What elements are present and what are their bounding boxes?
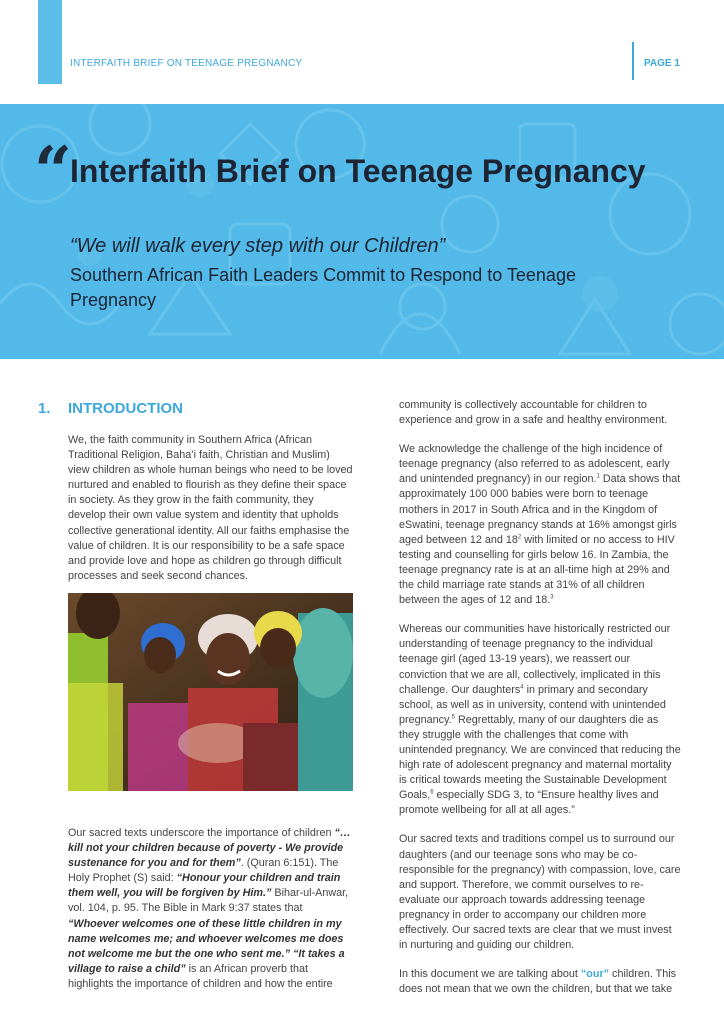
title-banner: [0, 104, 724, 359]
bible-quote: “Whoever welcomes one of these little children in my name welcomes me; and whoever welcomes me does not welcome me but the one who sent me.” “It takes a village to raise a child”: [68, 917, 345, 975]
right-column: [399, 398, 681, 1011]
section-number: 1.: [38, 400, 51, 417]
footnote-ref: 3: [550, 594, 554, 601]
footnote-ref: 1: [596, 473, 600, 480]
our-highlight: “our”: [580, 968, 610, 981]
text-segment: with limited or no access to HIV testing and counselling for girls below 16. In Zambia, the teenage pregnancy rate is at an all-time high at 29% and the child marriage rate stands at 31% of all children between the ages of 12 and 18.: [399, 533, 675, 607]
quote-mark-icon: “: [34, 132, 72, 210]
collective-responsibility-paragraph: [399, 622, 681, 818]
statistics-paragraph: [399, 442, 681, 608]
continuation-paragraph: community is collectively accountable for children to experience and grow in a safe and healthy environment.: [399, 399, 668, 427]
document-tagline: “We will walk every step with our Children”: [70, 235, 446, 257]
prophet-quote: “Honour your children and train them well, you will be forgiven by Him.”: [68, 872, 341, 900]
text-segment: is an African proverb that highlights the importance of children and how the entire: [68, 962, 333, 990]
section-title: INTRODUCTION: [68, 400, 183, 417]
text-segment: Data shows that approximately 100 000 babies were born to teenage mothers in 2017 in South Africa and in the Kingdom of eSwatini, teenage pregnancy stands at 16% amongst girls aged between 12 and 18: [399, 473, 681, 546]
text-segment: . (Quran 6:151). The Holy Prophet (S) said:: [68, 857, 339, 885]
text-segment: Whereas our communities have historically restricted our understanding of teenage pregnancy to the individual teenage girl (aged 13-19 years), we reassert our conviction that we are all, collectively, implicated in this challenge. Our daughters: [399, 623, 671, 696]
text-segment: Regrettably, many of our daughters die as they struggle with the challenges that come with unintended pregnancy. We are convinced that reducing the high rate of adolescent pregnancy and maternal mortality is critical towards meeting the Sustainable Development Goals,: [399, 713, 681, 802]
text-segment: We acknowledge the challenge of the high incidence of teenage pregnancy (also referred to as adolescent, early and unintended pregnancy) in our region.: [399, 443, 670, 486]
our-children-paragraph: [399, 967, 681, 997]
children-photo: [68, 593, 353, 791]
text-segment: Our sacred texts underscore the importance of children: [68, 827, 335, 839]
intro-paragraph: We, the faith community in Southern Africa (African Traditional Religion, Baha’i faith, Christian and Muslim) view children as whole human beings who need to be loved nurtured and enabled to flourish as they define their space in society. As they grow in the faith community, they develop their own value system and identity that upholds collective generational identity. All our faiths emphasise the value of children. It is our responsibility to be a safe space and provide love and hope as children go through difficult processes and seek second chances.: [68, 434, 353, 582]
section-heading: [38, 400, 183, 417]
document-subtitle: Southern African Faith Leaders Commit to Respond to Teenage Pregnancy: [70, 265, 576, 310]
footnote-ref: 4: [520, 684, 524, 690]
header-accent-block: [38, 0, 62, 84]
commitment-paragraph: Our sacred texts and traditions compel us to surround our daughters (and our teenage sons who may be co-responsible for the pregnancy) with compassion, love, care and support. Therefore, we commit ourselves to re-evaluate our approach towards addressing teenage pregnancy in order to accompany our children more effectively. Our sacred texts are clear that we must invest in nurturing and guiding our children.: [399, 833, 681, 952]
footnote-ref: 2: [517, 534, 522, 541]
footnote-ref: 5: [451, 714, 455, 721]
document-title: Interfaith Brief on Teenage Pregnancy: [70, 153, 646, 189]
footnote-ref: 6: [430, 789, 434, 796]
page-number: PAGE 1: [644, 58, 680, 69]
text-segment: especially SDG 3, to “Ensure healthy lives and promote wellbeing for all at all ages.”: [399, 789, 659, 817]
text-segment: children. This does not mean that we own the children, but that we take: [399, 968, 677, 996]
children-photo-illustration: [68, 593, 353, 791]
text-segment: in primary and secondary school, as well as in university, contend with unintended pregnancy.: [399, 683, 666, 726]
running-header-title: INTERFAITH BRIEF ON TEENAGE PREGNANCY: [70, 58, 303, 69]
sacred-texts-paragraph: [68, 826, 354, 992]
left-column-top: [68, 433, 354, 598]
left-column-bottom: [68, 826, 354, 1006]
text-segment: In this document we are talking about: [399, 968, 581, 981]
banner-pattern: [0, 104, 724, 359]
text-segment: Bihar-ul-Anwar, vol. 104, p. 95. The Bible in Mark 9:37 states that: [68, 887, 349, 915]
header-divider: [632, 42, 634, 80]
quran-quote: “…kill not your children because of poverty - We provide sustenance for you and for them”: [68, 827, 351, 870]
